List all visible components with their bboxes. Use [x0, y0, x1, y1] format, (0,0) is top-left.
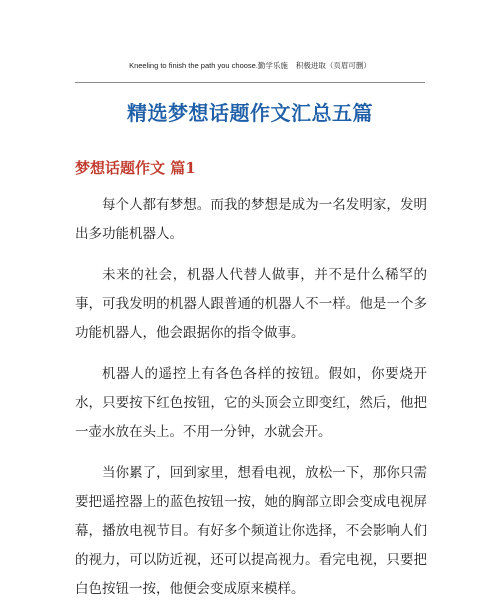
header-note: 积极进取（页眉可删）: [295, 61, 371, 70]
header-motto: Kneeling to finish the path you choose.勤学乐施: [129, 61, 288, 70]
page-header: [0, 60, 500, 71]
document-body: [75, 191, 427, 616]
paragraph-2: 未来的社会，机器人代替人做事，并不是什么稀罕的事，可我发明的机器人跟普通的机器人不一样。他是一个多功能机器人，他会跟据你的指令做事。: [75, 267, 427, 341]
paragraph-1: 每个人都有梦想。而我的梦想是成为一名发明家，发明出多功能机器人。: [75, 197, 427, 242]
header-divider: [75, 82, 425, 83]
paragraph-3: 机器人的遥控上有各色各样的按钮。假如，你要烧开水，只要按下红色按钮，它的头顶会立即变红，然后，他把一壶水放在头上。不用一分钟，水就会开。: [75, 366, 427, 440]
paragraph-4: 当你累了，回到家里，想看电视，放松一下，那你只需要把遥控器上的蓝色按钮一按，她的胸部立即会变成电视屏幕，播放电视节目。有好多个频道让你选择，不会影响人们的视力，可以防近视，还可以提高视力。看完电视，只要把白色按钮一按，他便会变成原来模样。: [75, 465, 427, 597]
section-heading: 梦想话题作文 篇1: [75, 159, 196, 177]
document-title: 精选梦想话题作文汇总五篇: [127, 101, 373, 125]
